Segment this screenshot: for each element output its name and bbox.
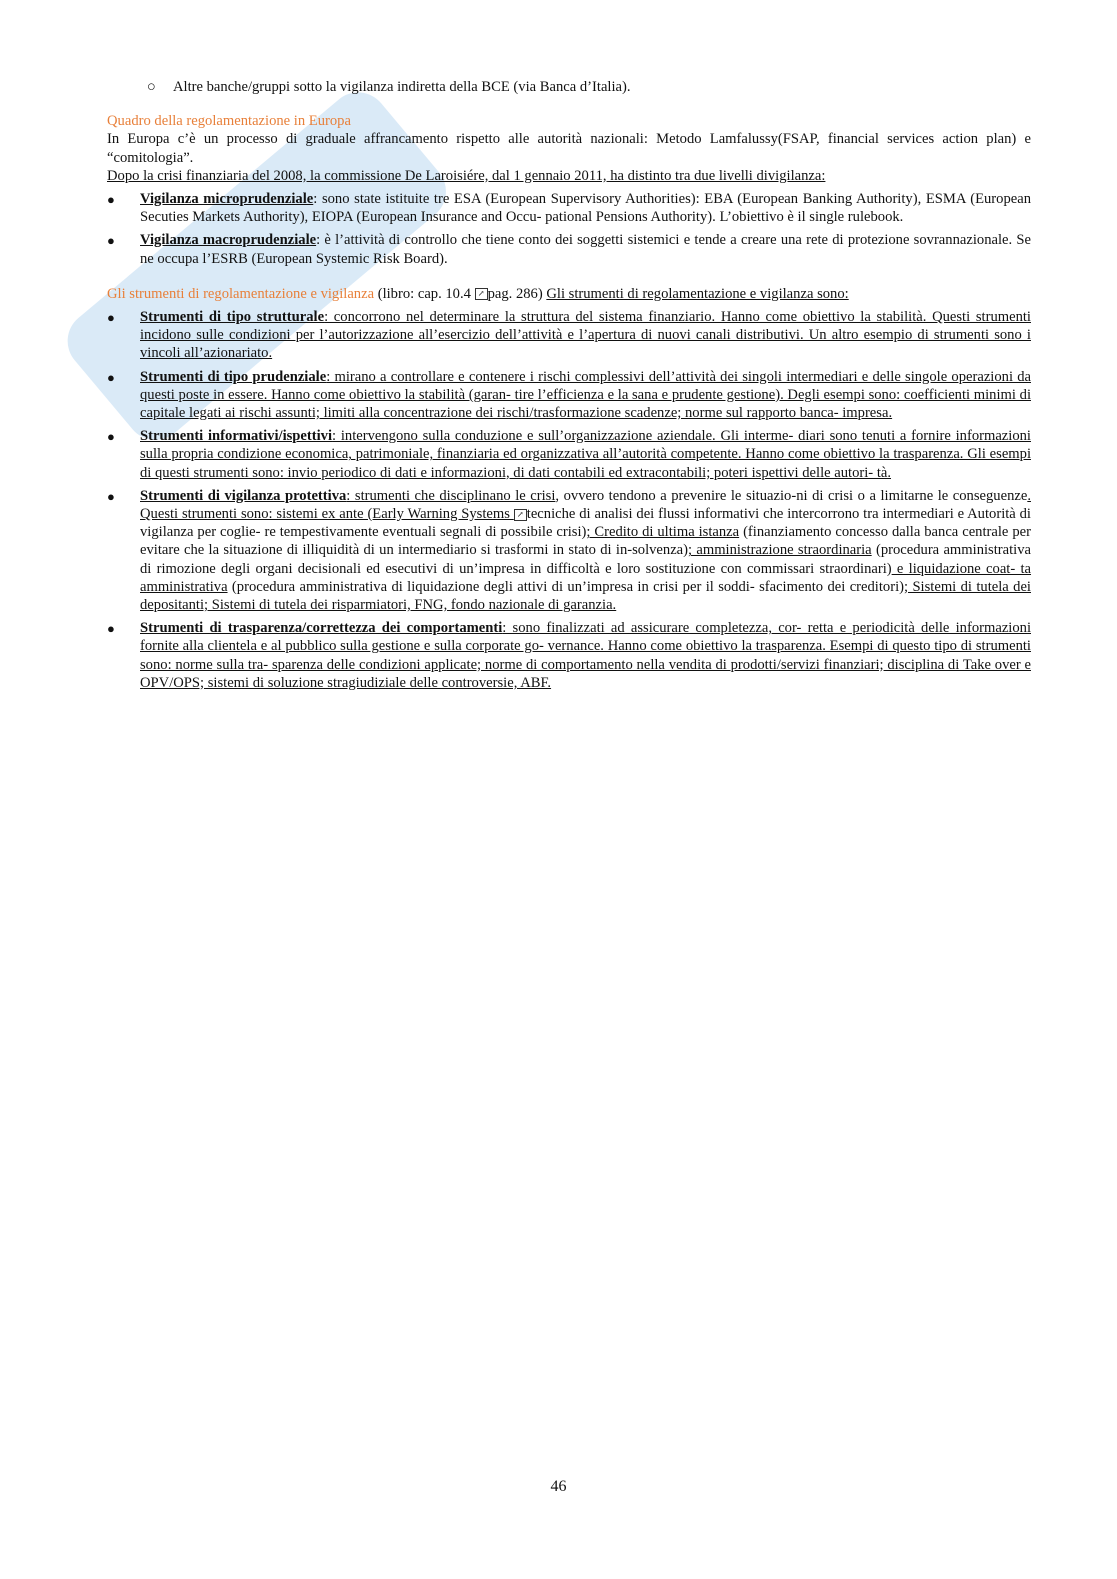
item-text: tecniche di analisi dei flussi informativi che intercorrono tra intermediari e Autorità di vigilanza per coglie- re tempestivamente eventuali segnali di possibile crisi) <box>140 506 1031 541</box>
bullet-icon: ● <box>107 621 115 637</box>
bullet-list <box>107 190 1031 268</box>
item-text: (procedura amministrativa di liquidazione degli attivi di un’impresa in crisi per il soddi- sfacimento dei creditori) <box>227 578 904 595</box>
section-regulation-tools <box>107 285 1031 692</box>
circle-bullet-icon: ○ <box>147 79 156 95</box>
paragraph: In Europa c’è un processo di graduale affrancamento rispetto alle autorità nazionali: Metodo Lamfalussy(FSAP, financial services action plan) e “comitologia”. <box>107 131 1031 166</box>
item-text: (procedura amministrativa di rimozione degli organi decisionali ed esecutivi di un’impresa in difficoltà e loro sostituzione con commissari straordinari) <box>140 542 1031 577</box>
section-heading: Gli strumenti di regolamentazione e vigilanza <box>107 285 375 302</box>
bullet-icon: ● <box>107 429 115 445</box>
section-heading: Quadro della regolamentazione in Europa <box>107 113 351 130</box>
item-text: : mirano a controllare e contenere i rischi complessivi dell’attività dei singoli intermediari e delle singole operazioni da questi poste in essere. Hanno come obiettivo la stabilità (garan- tire l’efficienza e la sana e prudente gestione). Degli esempi sono: coefficienti minimi di capitale legati ai rischi assunti; limiti alla concentrazione dei rischi/trasformazione scadenze; norme sul rapporto banca- impresa. <box>140 368 1031 422</box>
circle-list-item <box>107 78 1031 96</box>
bullet-icon: ● <box>107 369 115 385</box>
bullet-icon: ● <box>107 488 115 504</box>
page-number: 46 <box>550 1478 567 1495</box>
term: Strumenti informativi/ispettivi <box>140 428 333 445</box>
term: Vigilanza microprudenziale <box>140 191 314 208</box>
item-text: ; Credito di ultima istanza <box>586 524 740 541</box>
bullet-icon: ● <box>107 192 115 208</box>
item-text: e liquidazione coat- ta amministrativa <box>140 560 1032 595</box>
intro-text: Gli strumenti di regolamentazione e vigilanza sono: <box>546 285 849 302</box>
item-text: : sono finalizzati ad assicurare completezza, cor- retta e periodicità delle informazioni fornite alla clientela e al pubblico sulla gestione e sulla corporate go- vernance. Hanno come obiettivo la trasparenza. Esempi di questo tipo di strumenti sono: norme sulla tra- sparenza delle condizioni applicate; norme di comportamento nella vendita di prodotti/servizi finanziari; disciplina di Take over e OPV/OPS; sistemi di soluzione stragiudiziale delle controversie, ABF. <box>140 620 1031 691</box>
list-item <box>107 487 1031 614</box>
item-text: ; Sistemi di tutela dei depositanti; Sistemi di tutela dei risparmiatori, FNG, fondo nazionale di garanzia. <box>140 578 1031 614</box>
bullet-icon: ● <box>107 310 115 326</box>
item-text: : sono state istituite tre ESA (European Supervisory Authorities): EBA (European Banking Authority), ESMA (European Secuties Markets Authority), EIOPA (European Insurance and Occu- pational Pensions Authority). L’obiettivo è il single rulebook. <box>140 191 1031 226</box>
term: Vigilanza macroprudenziale <box>140 232 317 249</box>
list-item <box>107 427 1031 482</box>
circle-item-text: Altre banche/gruppi sotto la vigilanza indiretta della BCE (via Banca d’Italia). <box>173 79 631 95</box>
item-text: ; amministrazione straordinaria <box>688 542 872 559</box>
bullet-icon: ● <box>107 233 115 249</box>
term: Strumenti di tipo strutturale <box>140 309 325 326</box>
book-reference: (libro: cap. 10.4 <box>374 285 475 302</box>
list-item <box>107 231 1031 267</box>
list-item <box>107 190 1031 226</box>
paragraph-underlined: Dopo la crisi finanziaria del 2008, la commissione De Laroisiére, dal 1 gennaio 2011, ha distinto tra due livelli divigilanza: <box>107 167 826 184</box>
list-item <box>107 308 1031 363</box>
term: Strumenti di vigilanza protettiva <box>140 487 347 504</box>
item-text: , ovvero tendono a prevenire le situazio-ni di crisi o a limitarne le conseguenze <box>555 487 1028 504</box>
item-text: . Questi strumenti sono: sistemi ex ante (Early Warning Systems <box>140 487 1031 523</box>
list-item <box>107 368 1031 423</box>
document-body <box>107 78 1031 697</box>
term: Strumenti di trasparenza/correttezza dei comportamenti <box>140 620 503 637</box>
section-regulation-europe <box>107 112 1031 268</box>
item-text: : concorrono nel determinare la struttura del sistema finanziario. Hanno come obiettivo la stabilità. Questi strumenti incidono sulle condizioni per l’autorizzazione all’esercizio dell’attività e l’apertura di nuovi canali distributivi. Un altro esempio di strumenti sono i vincoli all’azionariato. <box>140 309 1031 362</box>
arrow-icon: ↗ <box>475 288 488 300</box>
bullet-list <box>107 308 1031 692</box>
page-reference: pag. 286) <box>487 285 547 302</box>
item-text: : è l’attività di controllo che tiene conto dei soggetti sistemici e tende a creare una rete di protezione sovrannazionale. Se ne occupa l’ESRB (European Systemic Risk Board). <box>140 232 1031 267</box>
item-text: (finanziamento concesso dalla banca centrale per evitare che la situazione di illiquidità di un intermediario si trasformi in stato di in-solvenza) <box>140 524 1031 559</box>
item-text: : strumenti che disciplinano le crisi <box>346 487 556 504</box>
list-item <box>107 619 1031 692</box>
arrow-icon: ↗ <box>514 509 527 521</box>
section-intro <box>107 285 1031 303</box>
item-text: : intervengono sulla conduzione e sull’organizzazione aziendale. Gli interme- diari sono tenuti a fornire informazioni sulla propria condizione economica, patrimoniale, finanziaria ed organizzativa all’autorità competente. Hanno come obiettivo la trasparenza. Gli esempi di questi strumenti sono: invio periodico di dati e informazioni, di dati contabili ed extracontabili; poteri ispettivi delle autori- tà. <box>140 428 1031 481</box>
term: Strumenti di tipo prudenziale <box>140 368 327 385</box>
